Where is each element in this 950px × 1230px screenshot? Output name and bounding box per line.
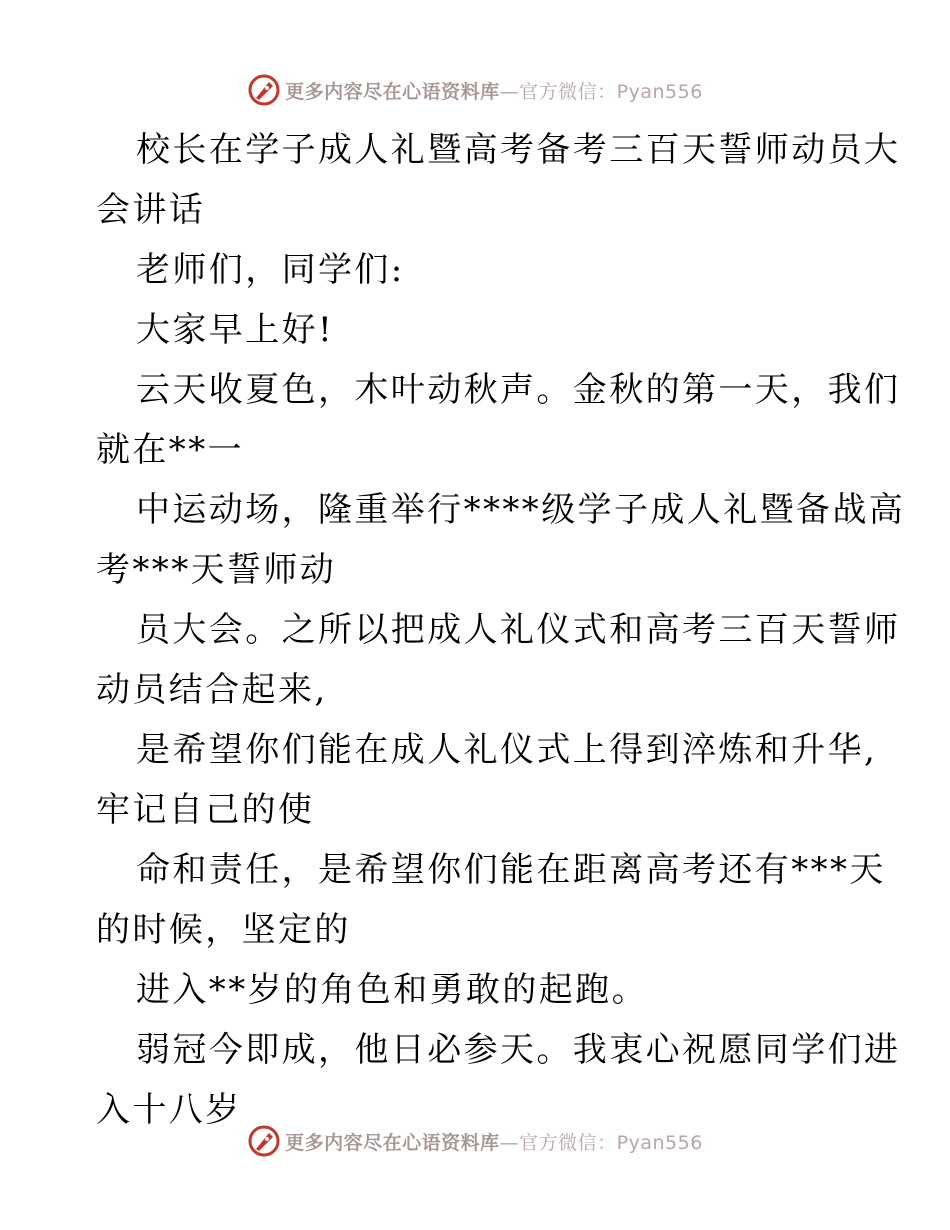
footer-banner-wechat: 官方微信：Pyan556 (519, 1131, 703, 1154)
text-line: 进入**岁的角色和勇敢的起跑。 (136, 970, 648, 1010)
header-banner-wechat: 官方微信：Pyan556 (519, 80, 703, 103)
footer-banner-main: 更多内容尽在心语资料库 (285, 1131, 500, 1154)
text-line: 考***天誓师动 (96, 550, 337, 590)
text-line: 牢记自己的使 (96, 790, 315, 830)
header-banner-text (285, 77, 703, 104)
footer-banner-separator: — (499, 1131, 520, 1154)
header-banner-main: 更多内容尽在心语资料库 (285, 80, 500, 103)
text-line: 大家早上好! (136, 310, 335, 350)
text-line: 弱冠今即成，他日必参天。我衷心祝愿同学们进 (136, 1030, 901, 1070)
document-body (96, 120, 906, 1140)
text-line: 命和责任，是希望你们能在距离高考还有***天 (136, 850, 886, 890)
pen-nib-logo-icon (247, 73, 281, 107)
text-line: 是希望你们能在成人礼仪式上得到淬炼和升华, (136, 730, 878, 770)
text-line: 中运动场，隆重举行****级学子成人礼暨备战高 (136, 490, 906, 530)
text-line: 入十八岁 (96, 1090, 242, 1130)
text-line: 动员结合起来, (96, 670, 328, 710)
text-line: 云天收夏色，木叶动秋声。金秋的第一天，我们 (136, 370, 901, 410)
text-line: 的时候，坚定的 (96, 910, 351, 950)
header-banner (0, 70, 950, 110)
footer-banner (0, 1121, 950, 1161)
header-banner-separator: — (499, 80, 520, 103)
footer-banner-text (285, 1128, 703, 1155)
text-line: 会讲话 (96, 190, 206, 230)
text-line: 员大会。之所以把成人礼仪式和高考三百天誓师 (136, 610, 901, 650)
pen-nib-logo-icon (247, 1124, 281, 1158)
text-line: 就在**一 (96, 430, 244, 470)
text-line: 校长在学子成人礼暨高考备考三百天誓师动员大 (136, 130, 901, 170)
text-line: 老师们，同学们: (136, 250, 405, 290)
